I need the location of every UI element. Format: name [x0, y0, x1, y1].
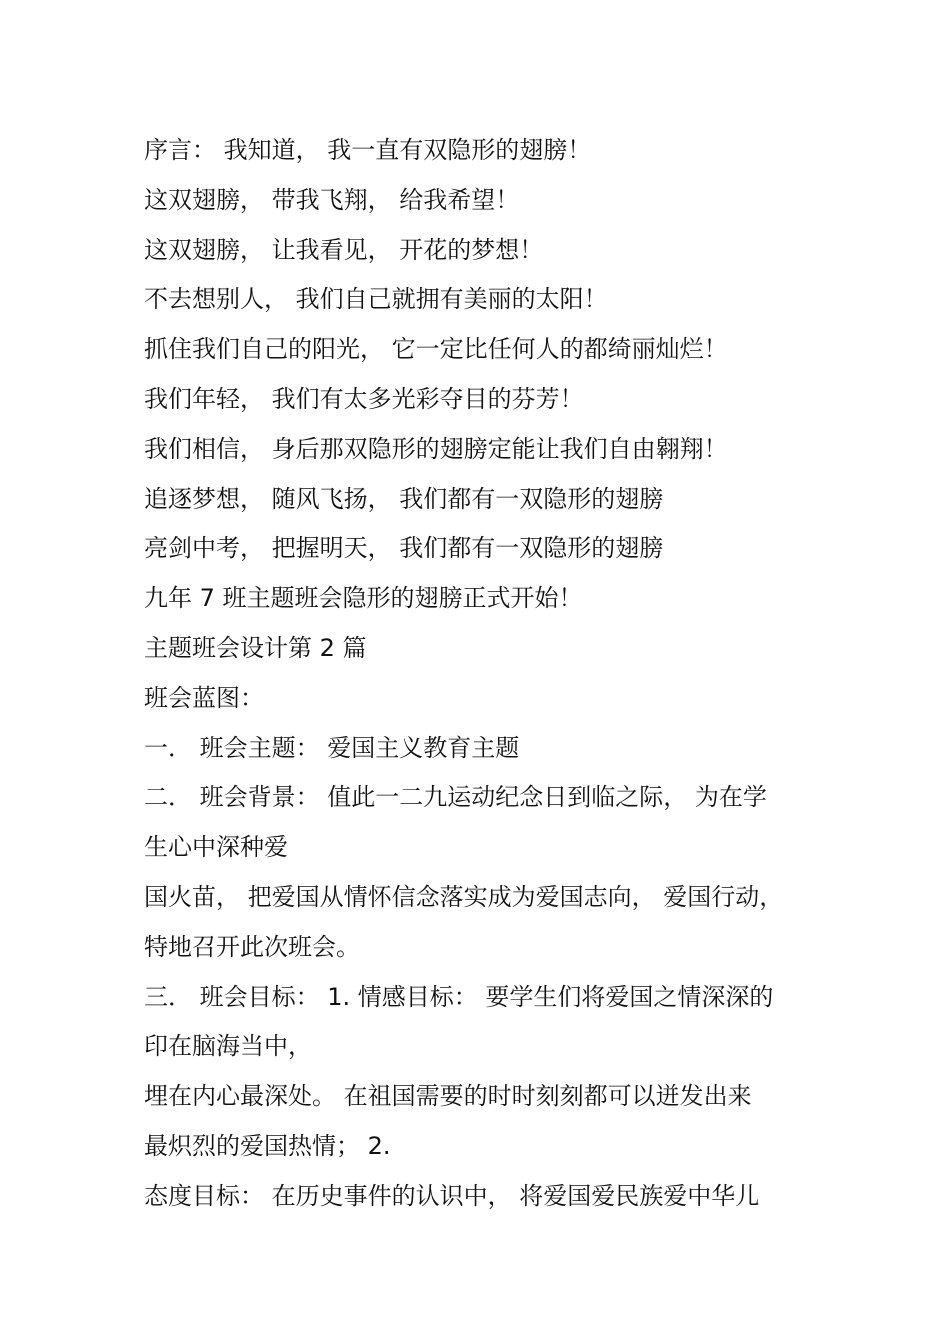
text-line: 最炽烈的爱国热情； 2.	[144, 1131, 391, 1160]
text-line: 九年 7 班主题班会隐形的翅膀正式开始！	[144, 584, 583, 613]
text-line: 不去想别人， 我们自己就拥有美丽的太阳！	[144, 285, 608, 314]
text-line: 生心中深种爱	[144, 833, 288, 862]
text-line: 班会蓝图：	[144, 683, 264, 712]
text-line: 态度目标： 在历史事件的认识中， 将爱国爱民族爱中华儿	[144, 1181, 760, 1210]
text-line: 抓住我们自己的阳光， 它一定比任何人的都绮丽灿烂！	[144, 335, 728, 364]
text-line: 印在脑海当中，	[144, 1032, 312, 1061]
text-line: 一． 班会主题： 爱国主义教育主题	[144, 733, 520, 762]
text-line: 序言： 我知道， 我一直有双隐形的翅膀！	[144, 136, 592, 164]
text-line: 三． 班会目标： 1. 情感目标： 要学生们将爱国之情深深的	[144, 982, 774, 1011]
document-body	[144, 126, 844, 1222]
text-line: 我们相信， 身后那双隐形的翅膀定能让我们自由翱翔！	[144, 434, 728, 463]
text-line: 埋在内心最深处。 在祖国需要的时时刻刻都可以迸发出来	[144, 1082, 752, 1111]
text-line: 追逐梦想， 随风飞扬， 我们都有一双隐形的翅膀	[144, 484, 664, 513]
text-line: 特地召开此次班会。	[144, 932, 360, 961]
text-line: 亮剑中考， 把握明天， 我们都有一双隐形的翅膀	[144, 534, 664, 563]
text-line: 我们年轻， 我们有太多光彩夺目的芬芳！	[144, 384, 584, 413]
section-heading: 主题班会设计第 2 篇	[144, 633, 367, 662]
text-line: 这双翅膀， 带我飞翔， 给我希望！	[144, 185, 520, 214]
text-line: 这双翅膀， 让我看见， 开花的梦想！	[144, 235, 544, 264]
text-line: 二． 班会背景： 值此一二九运动纪念日到临之际， 为在学	[144, 783, 767, 812]
text-line: 国火苗， 把爱国从情怀信念落实成为爱国志向， 爱国行动，	[144, 882, 784, 911]
